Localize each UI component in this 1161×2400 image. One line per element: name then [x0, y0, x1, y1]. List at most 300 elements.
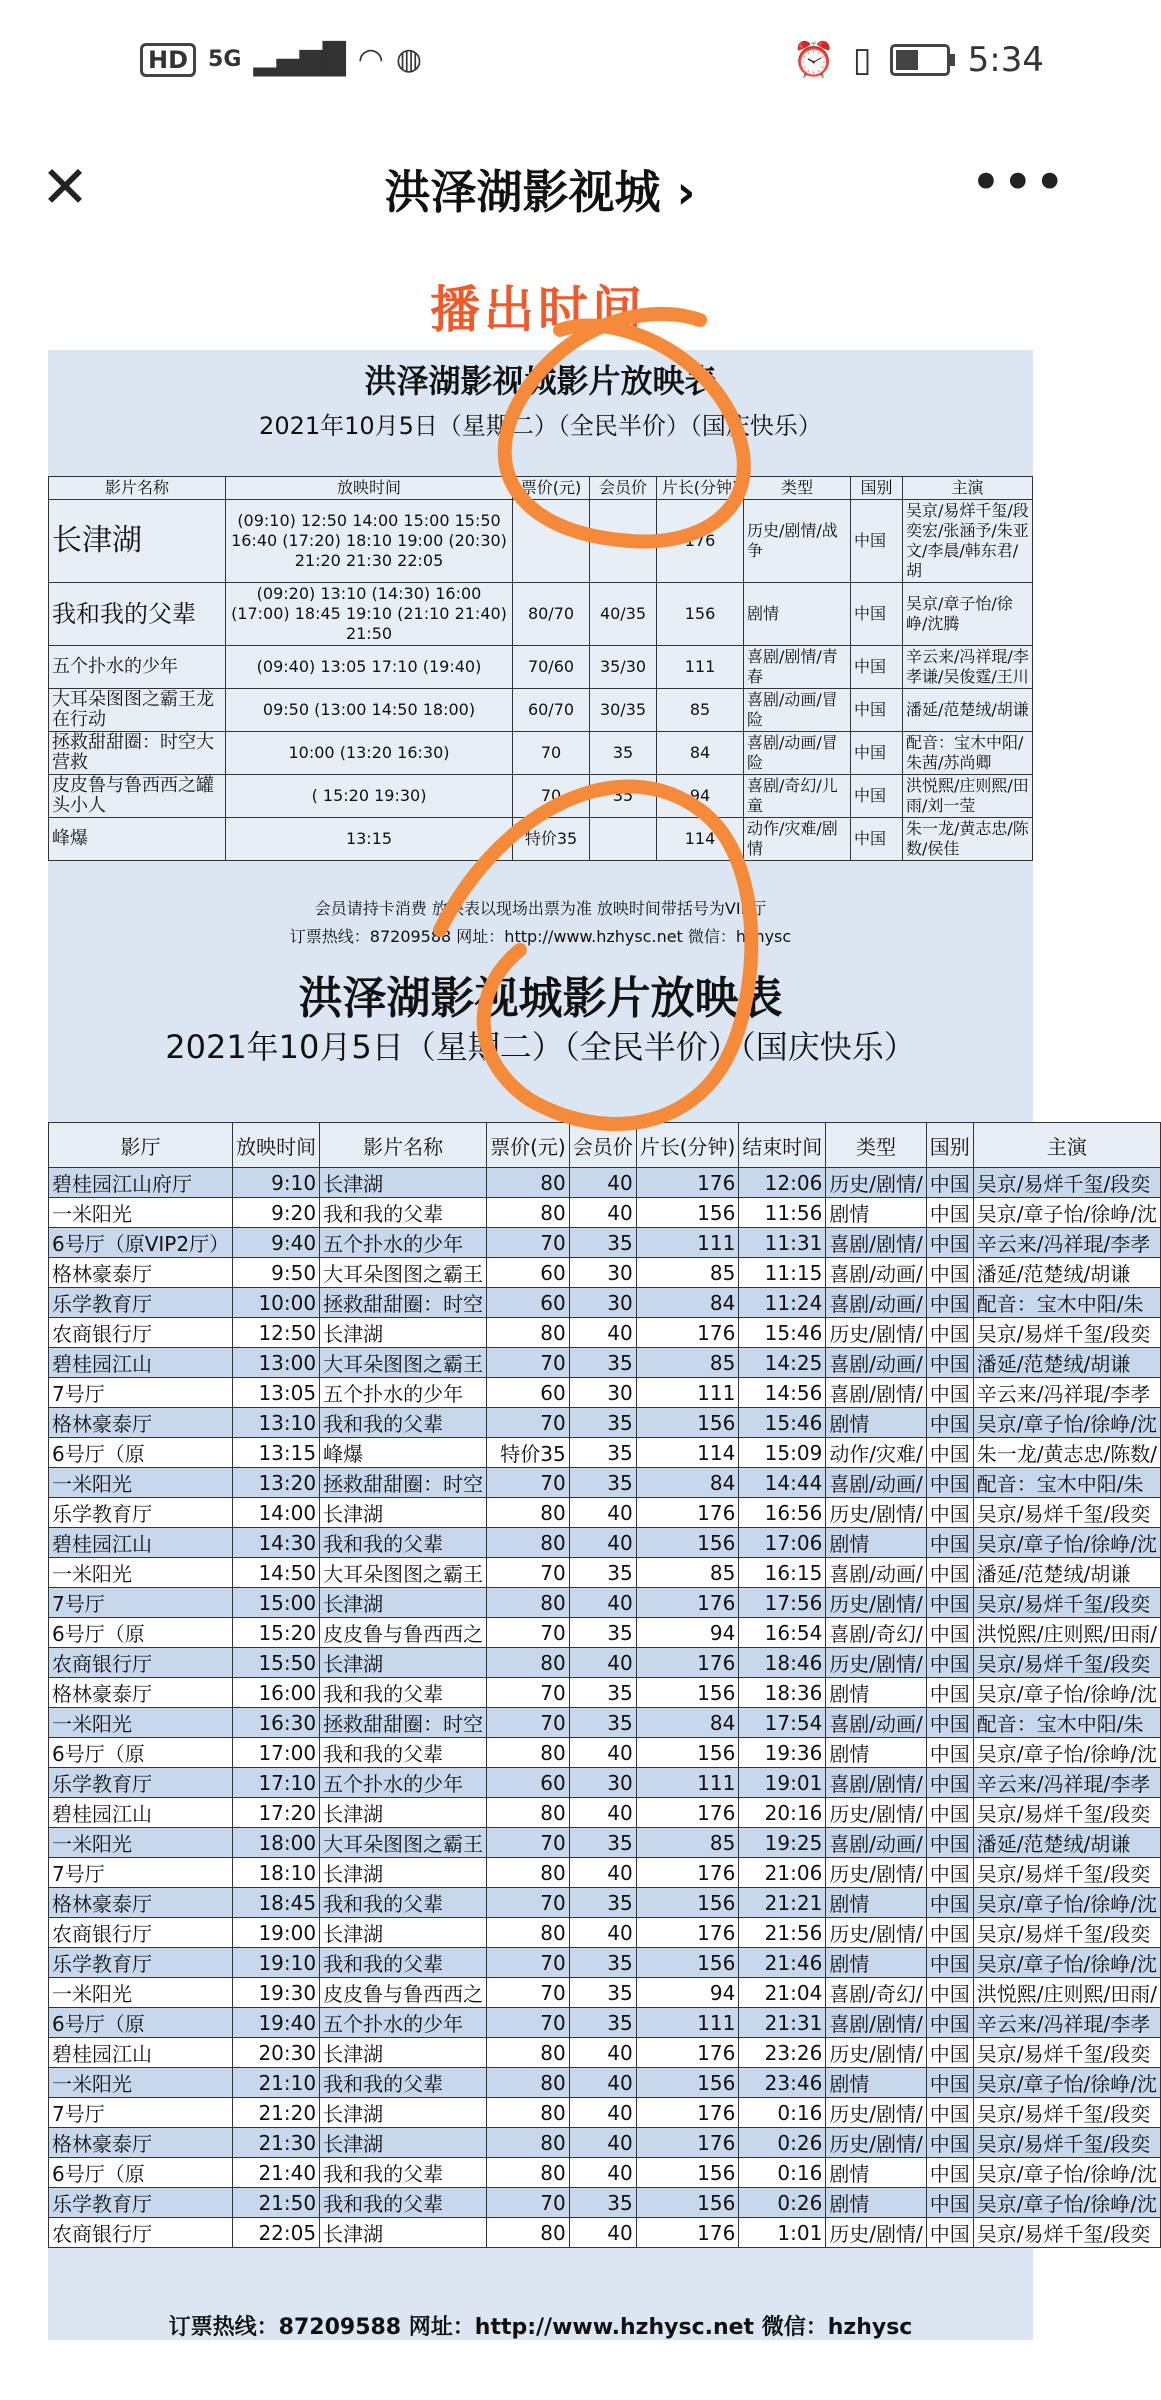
schedule2-cell: 中国 [926, 2008, 973, 2038]
schedule2-cell: 35 [569, 1468, 636, 1498]
schedule2-cell: 吴京/易烊千玺/段奕 [973, 1588, 1160, 1618]
schedule2-cell: 吴京/易烊千玺/段奕 [973, 2218, 1160, 2248]
schedule2-cell: 70 [487, 2188, 570, 2218]
table-row [49, 1228, 1161, 1258]
schedule2-cell: 84 [636, 1288, 739, 1318]
table-row [49, 689, 1033, 732]
close-icon[interactable]: ✕ [40, 153, 90, 221]
schedule2-cell: 6号厅（原 [49, 1618, 233, 1648]
schedule1-cell: 中国 [851, 500, 903, 583]
schedule1-cell: 中国 [851, 818, 903, 861]
table-row [49, 1168, 1161, 1198]
schedule2-cell: 85 [636, 1258, 739, 1288]
schedule2-cell: 配音：宝木中阳/朱 [973, 1708, 1160, 1738]
table-row [49, 1798, 1161, 1828]
schedule2-cell: 11:15 [739, 1258, 826, 1288]
schedule2-header: 类型 [826, 1123, 926, 1168]
schedule2-cell: 皮皮鲁与鲁西西之 [320, 1978, 487, 2008]
schedule2-cell: 历史/剧情/ [826, 2098, 926, 2128]
schedule2-cell: 40 [569, 1528, 636, 1558]
schedule2-cell: 动作/灾难/ [826, 1438, 926, 1468]
schedule2-cell: 格林豪泰厅 [49, 1888, 233, 1918]
page-title[interactable]: 洪泽湖影视城 › [384, 165, 696, 219]
table-row [49, 1678, 1161, 1708]
schedule2-header: 影片名称 [320, 1123, 487, 1168]
schedule2-cell: 五个扑水的少年 [320, 1378, 487, 1408]
schedule2-cell: 吴京/章子怡/徐峥/沈 [973, 2068, 1160, 2098]
schedule2-cell: 156 [636, 1678, 739, 1708]
schedule2-cell: 70 [487, 1618, 570, 1648]
schedule2-cell: 70 [487, 1828, 570, 1858]
schedule2-cell: 拯救甜甜圈：时空 [320, 1288, 487, 1318]
schedule1-cell: 94 [657, 775, 744, 818]
schedule2-cell: 80 [487, 1648, 570, 1678]
table-row [49, 2038, 1161, 2068]
schedule2-cell: 85 [636, 1828, 739, 1858]
schedule2-cell: 18:10 [233, 1858, 320, 1888]
schedule2-cell: 111 [636, 1378, 739, 1408]
schedule2-cell: 40 [569, 2098, 636, 2128]
schedule2-cell: 11:24 [739, 1288, 826, 1318]
table-row [49, 2068, 1161, 2098]
schedule2-cell: 皮皮鲁与鲁西西之 [320, 1618, 487, 1648]
schedule2-cell: 70 [487, 1348, 570, 1378]
schedule1-cell: 10:00 (13:20 16:30) [226, 732, 513, 775]
schedule2-cell: 吴京/章子怡/徐峥/沈 [973, 2188, 1160, 2218]
schedule2-cell: 176 [636, 2098, 739, 2128]
schedule2-cell: 中国 [926, 2218, 973, 2248]
schedule2-cell: 80 [487, 2068, 570, 2098]
schedule2-cell: 35 [569, 2188, 636, 2218]
schedule2-cell: 14:00 [233, 1498, 320, 1528]
schedule2-cell: 碧桂园江山 [49, 1798, 233, 1828]
schedule2-cell: 长津湖 [320, 2098, 487, 2128]
schedule2-cell: 喜剧/动画/ [826, 1288, 926, 1318]
schedule2-cell: 长津湖 [320, 2128, 487, 2158]
schedule2-cell: 19:25 [739, 1828, 826, 1858]
schedule2-cell: 特价35 [487, 1438, 570, 1468]
schedule2-cell: 14:25 [739, 1348, 826, 1378]
table-row [49, 1378, 1161, 1408]
schedule2-cell: 40 [569, 1498, 636, 1528]
schedule2-cell: 35 [569, 1948, 636, 1978]
schedule2-cell: 176 [636, 1318, 739, 1348]
schedule2-cell: 中国 [926, 1738, 973, 1768]
schedule2-cell: 21:21 [739, 1888, 826, 1918]
schedule2-cell: 156 [636, 2068, 739, 2098]
schedule2-cell: 中国 [926, 1258, 973, 1288]
schedule2-cell: 我和我的父辈 [320, 2158, 487, 2188]
schedule2-cell: 18:36 [739, 1678, 826, 1708]
schedule1-cell: 中国 [851, 583, 903, 646]
schedule2-cell: 吴京/章子怡/徐峥/沈 [973, 1948, 1160, 1978]
schedule2-header: 放映时间 [233, 1123, 320, 1168]
schedule2-cell: 80 [487, 1588, 570, 1618]
schedule2-cell: 20:30 [233, 2038, 320, 2068]
schedule2-cell: 中国 [926, 1948, 973, 1978]
schedule2-cell: 长津湖 [320, 2218, 487, 2248]
table-row [49, 1588, 1161, 1618]
schedule2-cell: 30 [569, 1768, 636, 1798]
schedule2-cell: 70 [487, 1228, 570, 1258]
schedule2-cell: 70 [487, 1978, 570, 2008]
schedule2-cell: 0:26 [739, 2128, 826, 2158]
schedule2-cell: 长津湖 [320, 1168, 487, 1198]
schedule2-cell: 中国 [926, 1408, 973, 1438]
schedule2-cell: 吴京/章子怡/徐峥/沈 [973, 1888, 1160, 1918]
schedule2-cell: 70 [487, 2008, 570, 2038]
schedule2-cell: 21:50 [233, 2188, 320, 2218]
overlay-title: 播出时间 [430, 281, 646, 339]
table-row [49, 1888, 1161, 1918]
schedule2-cell: 156 [636, 1408, 739, 1438]
schedule2-cell: 176 [636, 1588, 739, 1618]
schedule2-cell: 一米阳光 [49, 1828, 233, 1858]
schedule2-cell: 23:46 [739, 2068, 826, 2098]
schedule1-cell: 35 [590, 775, 657, 818]
schedule2-cell: 9:10 [233, 1168, 320, 1198]
table-row [49, 2008, 1161, 2038]
schedule2-cell: 80 [487, 1858, 570, 1888]
schedule2-cell: 23:26 [739, 2038, 826, 2068]
schedule2-cell: 历史/剧情/ [826, 2128, 926, 2158]
schedule2-cell: 16:56 [739, 1498, 826, 1528]
nav-bar [0, 130, 1080, 251]
schedule2-cell: 35 [569, 1678, 636, 1708]
schedule2-cell: 40 [569, 1198, 636, 1228]
schedule2-cell: 7号厅 [49, 1858, 233, 1888]
schedule2-subtitle: 2021年10月5日（星期二）（全民半价）（国庆快乐） [165, 1028, 916, 1066]
schedule2-cell: 80 [487, 2128, 570, 2158]
schedule1-header: 会员价 [590, 477, 657, 500]
schedule2-cell: 85 [636, 1348, 739, 1378]
schedule2-cell: 乐学教育厅 [49, 1498, 233, 1528]
article-content [0, 250, 1158, 2400]
schedule2-cell: 中国 [926, 1498, 973, 1528]
schedule2-cell: 80 [487, 1168, 570, 1198]
schedule2-cell: 中国 [926, 1438, 973, 1468]
schedule2-cell: 长津湖 [320, 1918, 487, 1948]
schedule2-cell: 农商银行厅 [49, 1918, 233, 1948]
clock: 5:34 [967, 40, 1044, 80]
schedule1-cell: 洪悦熙/庄则熙/田雨/刘一莹 [903, 775, 1033, 818]
schedule2-cell: 176 [636, 1798, 739, 1828]
schedule2-cell: 35 [569, 1618, 636, 1648]
schedule1-header: 放映时间 [226, 477, 513, 500]
schedule2-cell: 中国 [926, 1588, 973, 1618]
schedule2-cell: 吴京/易烊千玺/段奕 [973, 2098, 1160, 2128]
schedule2-cell: 84 [636, 1468, 739, 1498]
schedule2-cell: 吴京/章子怡/徐峥/沈 [973, 1408, 1160, 1438]
schedule2-cell: 我和我的父辈 [320, 1888, 487, 1918]
schedule1-cell: 85 [657, 689, 744, 732]
schedule2-cell: 碧桂园江山府厅 [49, 1168, 233, 1198]
schedule2-cell: 中国 [926, 1618, 973, 1648]
table-row [49, 1708, 1161, 1738]
schedule2-title: 洪泽湖影视城影片放映表 [298, 973, 783, 1024]
schedule2-cell: 碧桂园江山 [49, 1348, 233, 1378]
schedule2-cell: 85 [636, 1558, 739, 1588]
schedule2-cell: 剧情 [826, 1198, 926, 1228]
schedule2-cell: 我和我的父辈 [320, 1678, 487, 1708]
schedule2-cell: 潘延/范楚绒/胡谦 [973, 1558, 1160, 1588]
schedule2-cell: 17:10 [233, 1768, 320, 1798]
schedule2-cell: 17:00 [233, 1738, 320, 1768]
schedule2-cell: 中国 [926, 1318, 973, 1348]
schedule2-cell: 碧桂园江山 [49, 2038, 233, 2068]
table-row [49, 1198, 1161, 1228]
schedule2-cell: 13:10 [233, 1408, 320, 1438]
schedule2-cell: 15:20 [233, 1618, 320, 1648]
schedule2-cell: 长津湖 [320, 1588, 487, 1618]
schedule2-cell: 喜剧/动画/ [826, 1258, 926, 1288]
schedule2-cell: 16:30 [233, 1708, 320, 1738]
schedule1-header: 类型 [744, 477, 851, 500]
schedule1-title: 洪泽湖影视城影片放映表 [364, 362, 717, 400]
schedule1-header: 票价(元) [513, 477, 590, 500]
table-row [49, 1618, 1161, 1648]
schedule2-cell: 1:01 [739, 2218, 826, 2248]
schedule2-cell: 峰爆 [320, 1438, 487, 1468]
schedule2-table [48, 1122, 1161, 2248]
schedule2-cell: 80 [487, 1528, 570, 1558]
schedule2-cell: 7号厅 [49, 1588, 233, 1618]
schedule2-cell: 一米阳光 [49, 1468, 233, 1498]
table-row [49, 1258, 1161, 1288]
table-row [49, 1288, 1161, 1318]
schedule2-cell: 历史/剧情/ [826, 1588, 926, 1618]
schedule2-cell: 0:16 [739, 2098, 826, 2128]
schedule2-cell: 一米阳光 [49, 1978, 233, 2008]
schedule2-cell: 176 [636, 2218, 739, 2248]
schedule2-cell: 中国 [926, 1918, 973, 1948]
schedule2-cell: 吴京/章子怡/徐峥/沈 [973, 1678, 1160, 1708]
schedule2-cell: 吴京/易烊千玺/段奕 [973, 1648, 1160, 1678]
schedule2-cell: 6号厅（原 [49, 2008, 233, 2038]
schedule2-cell: 农商银行厅 [49, 1648, 233, 1678]
schedule2-cell: 中国 [926, 1978, 973, 2008]
schedule2-cell: 潘延/范楚绒/胡谦 [973, 1348, 1160, 1378]
table-row [49, 2128, 1161, 2158]
schedule2-cell: 84 [636, 1708, 739, 1738]
schedule1-cell: 朱一龙/黄志忠/陈数/侯佳 [903, 818, 1033, 861]
schedule2-cell: 喜剧/动画/ [826, 1558, 926, 1588]
schedule2-header: 主演 [973, 1123, 1160, 1168]
schedule2-cell: 吴京/易烊千玺/段奕 [973, 2128, 1160, 2158]
schedule2-footer: 订票热线：87209588 网址：http://www.hzhysc.net 微信：hzhysc [168, 2315, 913, 2340]
schedule2-cell: 111 [636, 2008, 739, 2038]
schedule2-cell: 35 [569, 1228, 636, 1258]
schedule2-cell: 喜剧/动画/ [826, 1708, 926, 1738]
schedule2-cell: 21:40 [233, 2158, 320, 2188]
schedule2-cell: 156 [636, 2188, 739, 2218]
table-row [49, 1858, 1161, 1888]
table-row [49, 1468, 1161, 1498]
table-row [49, 1768, 1161, 1798]
schedule2-cell: 中国 [926, 1678, 973, 1708]
schedule2-cell: 喜剧/动画/ [826, 1468, 926, 1498]
table-row [49, 1438, 1161, 1468]
schedule2-cell: 80 [487, 1198, 570, 1228]
schedule1-header: 影片名称 [49, 477, 226, 500]
schedule2-cell: 吴京/章子怡/徐峥/沈 [973, 1528, 1160, 1558]
schedule1-cell: 40/35 [590, 583, 657, 646]
schedule1-cell [590, 818, 657, 861]
schedule2-header: 会员价 [569, 1123, 636, 1168]
schedule2-cell: 40 [569, 2038, 636, 2068]
schedule1-cell: 潘延/范楚绒/胡谦 [903, 689, 1033, 732]
schedule2-cell: 35 [569, 1708, 636, 1738]
schedule1-cell: 剧情 [744, 583, 851, 646]
schedule2-cell: 一米阳光 [49, 1558, 233, 1588]
schedule2-cell: 156 [636, 1738, 739, 1768]
schedule2-cell: 35 [569, 2008, 636, 2038]
schedule2-cell: 176 [636, 2128, 739, 2158]
schedule2-cell: 长津湖 [320, 1858, 487, 1888]
schedule2-cell: 16:54 [739, 1618, 826, 1648]
schedule1-cell: 40 [590, 500, 657, 583]
schedule2-cell: 17:54 [739, 1708, 826, 1738]
schedule1-cell: 30/35 [590, 689, 657, 732]
schedule2-cell: 剧情 [826, 1948, 926, 1978]
schedule2-cell: 五个扑水的少年 [320, 2008, 487, 2038]
schedule2-cell: 11:56 [739, 1198, 826, 1228]
table-row [49, 732, 1033, 775]
schedule2-cell: 中国 [926, 1648, 973, 1678]
schedule2-cell: 156 [636, 1528, 739, 1558]
schedule2-cell: 历史/剧情/ [826, 1168, 926, 1198]
schedule1-cell: 70 [513, 732, 590, 775]
table-row [49, 818, 1033, 861]
schedule-image [48, 350, 1158, 2340]
schedule1-cell: 吴京/章子怡/徐峥/沈腾 [903, 583, 1033, 646]
schedule2-cell: 我和我的父辈 [320, 1198, 487, 1228]
schedule2-cell: 30 [569, 1258, 636, 1288]
schedule2-cell: 13:15 [233, 1438, 320, 1468]
schedule2-cell: 喜剧/奇幻/ [826, 1978, 926, 2008]
schedule2-cell: 配音：宝木中阳/朱 [973, 1468, 1160, 1498]
schedule2-cell: 111 [636, 1228, 739, 1258]
schedule2-cell: 60 [487, 1768, 570, 1798]
schedule2-cell: 喜剧/动画/ [826, 1348, 926, 1378]
schedule2-cell: 19:00 [233, 1918, 320, 1948]
schedule2-cell: 喜剧/剧情/ [826, 1768, 926, 1798]
schedule2-cell: 9:50 [233, 1258, 320, 1288]
table-row [49, 1948, 1161, 1978]
schedule2-cell: 中国 [926, 1378, 973, 1408]
schedule2-cell: 一米阳光 [49, 2068, 233, 2098]
schedule2-cell: 11:31 [739, 1228, 826, 1258]
schedule2-cell: 176 [636, 1168, 739, 1198]
schedule1-cell: 喜剧/剧情/青春 [744, 646, 851, 689]
schedule2-cell: 15:50 [233, 1648, 320, 1678]
schedule2-cell: 吴京/易烊千玺/段奕 [973, 1858, 1160, 1888]
schedule2-cell: 剧情 [826, 2188, 926, 2218]
schedule1-cell: 喜剧/动画/冒险 [744, 689, 851, 732]
schedule2-cell: 潘延/范楚绒/胡谦 [973, 1828, 1160, 1858]
schedule2-cell: 辛云来/冯祥琨/李孝 [973, 1228, 1160, 1258]
table-row [49, 1528, 1161, 1558]
table-row [49, 1978, 1161, 2008]
schedule2-cell: 19:30 [233, 1978, 320, 2008]
schedule2-cell: 中国 [926, 1228, 973, 1258]
schedule2-cell: 长津湖 [320, 1318, 487, 1348]
schedule2-cell: 35 [569, 1438, 636, 1468]
table-row [49, 583, 1033, 646]
schedule1-cell: 114 [657, 818, 744, 861]
schedule2-cell: 吴京/易烊千玺/段奕 [973, 1498, 1160, 1528]
schedule2-cell: 吴京/章子怡/徐峥/沈 [973, 1738, 1160, 1768]
schedule2-cell: 21:20 [233, 2098, 320, 2128]
schedule2-cell: 剧情 [826, 1528, 926, 1558]
schedule2-cell: 剧情 [826, 2068, 926, 2098]
schedule2-cell: 大耳朵图图之霸王 [320, 1558, 487, 1588]
schedule2-cell: 13:00 [233, 1348, 320, 1378]
schedule2-cell: 20:16 [739, 1798, 826, 1828]
schedule1-cell: ( 15:20 19:30) [226, 775, 513, 818]
table-row [49, 500, 1033, 583]
schedule2-cell: 中国 [926, 2188, 973, 2218]
schedule2-cell: 40 [569, 1318, 636, 1348]
schedule1-cell: 动作/灾难/剧情 [744, 818, 851, 861]
battery-icon [890, 44, 950, 76]
schedule2-cell: 吴京/易烊千玺/段奕 [973, 1318, 1160, 1348]
schedule2-cell: 喜剧/动画/ [826, 1828, 926, 1858]
schedule2-cell: 35 [569, 1558, 636, 1588]
hd-badge: HD [140, 43, 196, 77]
schedule2-cell: 我和我的父辈 [320, 1528, 487, 1558]
schedule1-cell: (09:10) 12:50 14:00 15:00 15:50 16:40 (17:20) 18:10 19:00 (20:30) 21:20 21:30 22:05 [226, 500, 513, 583]
schedule1-cell: 35 [590, 732, 657, 775]
schedule1-cell: 喜剧/奇幻/儿童 [744, 775, 851, 818]
schedule2-cell: 30 [569, 1378, 636, 1408]
schedule1-cell: (09:40) 13:05 17:10 (19:40) [226, 646, 513, 689]
schedule2-cell: 114 [636, 1438, 739, 1468]
schedule2-cell: 15:00 [233, 1588, 320, 1618]
schedule1-cell: 喜剧/动画/冒险 [744, 732, 851, 775]
network-label: 5G [208, 47, 242, 72]
schedule2-cell: 70 [487, 1708, 570, 1738]
schedule2-cell: 35 [569, 1888, 636, 1918]
schedule2-cell: 9:40 [233, 1228, 320, 1258]
schedule2-cell: 大耳朵图图之霸王 [320, 1348, 487, 1378]
table-row [49, 1318, 1161, 1348]
schedule1-cell: 拯救甜甜圈：时空大营救 [49, 732, 226, 775]
schedule2-cell: 156 [636, 2158, 739, 2188]
schedule2-cell: 五个扑水的少年 [320, 1228, 487, 1258]
schedule2-cell: 大耳朵图图之霸王 [320, 1258, 487, 1288]
schedule2-cell: 配音：宝木中阳/朱 [973, 1288, 1160, 1318]
schedule2-cell: 21:46 [739, 1948, 826, 1978]
schedule2-cell: 9:20 [233, 1198, 320, 1228]
schedule1-cell: 历史/剧情/战争 [744, 500, 851, 583]
schedule2-cell: 中国 [926, 1798, 973, 1828]
table-row [49, 2218, 1161, 2248]
schedule2-cell: 156 [636, 1198, 739, 1228]
schedule2-cell: 格林豪泰厅 [49, 1408, 233, 1438]
schedule2-cell: 70 [487, 1468, 570, 1498]
more-icon[interactable]: ••• [970, 151, 1066, 214]
table-row [49, 1558, 1161, 1588]
schedule2-cell: 12:06 [739, 1168, 826, 1198]
schedule2-cell: 中国 [926, 2128, 973, 2158]
schedule2-cell: 30 [569, 1288, 636, 1318]
wifi-icon: ◠ [357, 42, 384, 77]
schedule2-cell: 长津湖 [320, 1498, 487, 1528]
schedule1-cell: 中国 [851, 732, 903, 775]
schedule1-cell: 111 [657, 646, 744, 689]
schedule1-contact: 订票热线：87209588 网址：http://www.hzhysc.net 微信：hzhysc [289, 927, 792, 946]
